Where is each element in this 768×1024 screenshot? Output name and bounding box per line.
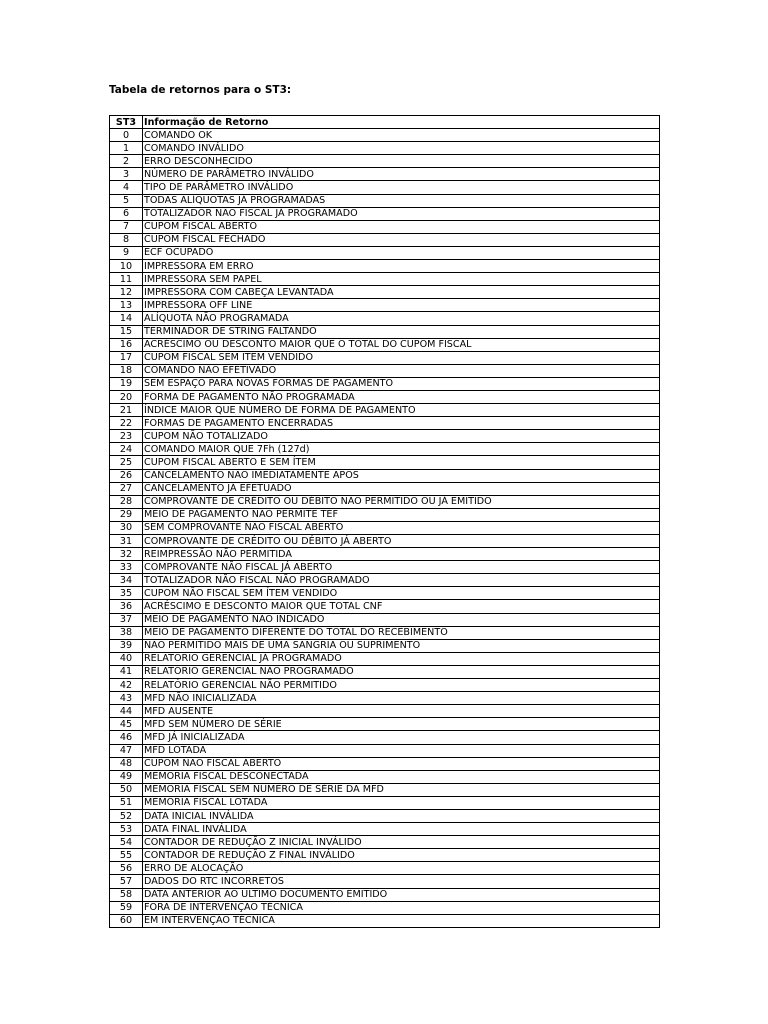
table-row bbox=[110, 731, 660, 744]
return-info-cell: MEIO DE PAGAMENTO DIFERENTE DO TOTAL DO RECEBIMENTO bbox=[143, 626, 660, 639]
st3-code-cell: 35 bbox=[110, 587, 143, 600]
st3-return-table bbox=[109, 115, 660, 928]
table-row bbox=[110, 770, 660, 783]
return-info-cell: CUPOM FISCAL ABERTO E SEM ÍTEM bbox=[143, 456, 660, 469]
return-info-cell: REIMPRESSÃO NÃO PERMITIDA bbox=[143, 548, 660, 561]
table-row bbox=[110, 443, 660, 456]
st3-code-cell: 53 bbox=[110, 823, 143, 836]
table-row bbox=[110, 757, 660, 770]
st3-code-cell: 4 bbox=[110, 181, 143, 194]
return-info-cell: RELATÓRIO GERENCIAL NÃO PERMITIDO bbox=[143, 679, 660, 692]
st3-code-cell: 56 bbox=[110, 862, 143, 875]
table-row bbox=[110, 312, 660, 325]
return-info-cell: TERMINADOR DE STRING FALTANDO bbox=[143, 325, 660, 338]
table-row bbox=[110, 155, 660, 168]
st3-code-cell: 55 bbox=[110, 849, 143, 862]
table-row bbox=[110, 299, 660, 312]
table-row bbox=[110, 417, 660, 430]
return-info-cell: COMANDO INVÁLIDO bbox=[143, 142, 660, 155]
table-row bbox=[110, 914, 660, 927]
table-row bbox=[110, 535, 660, 548]
st3-code-cell: 54 bbox=[110, 836, 143, 849]
table-row bbox=[110, 260, 660, 273]
st3-code-cell: 31 bbox=[110, 535, 143, 548]
st3-code-cell: 43 bbox=[110, 692, 143, 705]
st3-code-cell: 38 bbox=[110, 626, 143, 639]
return-info-cell: CUPOM NÃO FISCAL SEM ÍTEM VENDIDO bbox=[143, 587, 660, 600]
table-body bbox=[110, 129, 660, 928]
return-info-cell: SEM COMPROVANTE NÃO FISCAL ABERTO bbox=[143, 521, 660, 534]
st3-code-cell: 12 bbox=[110, 286, 143, 299]
return-info-cell: ALÍQUOTA NÃO PROGRAMADA bbox=[143, 312, 660, 325]
table-row bbox=[110, 273, 660, 286]
return-info-cell: IMPRESSORA COM CABEÇA LEVANTADA bbox=[143, 286, 660, 299]
table-row bbox=[110, 233, 660, 246]
st3-code-cell: 8 bbox=[110, 233, 143, 246]
st3-code-cell: 19 bbox=[110, 377, 143, 390]
table-row bbox=[110, 626, 660, 639]
st3-code-cell: 42 bbox=[110, 679, 143, 692]
table-row bbox=[110, 862, 660, 875]
header-informacao-de-retorno: Informação de Retorno bbox=[143, 116, 660, 129]
st3-code-cell: 23 bbox=[110, 430, 143, 443]
st3-code-cell: 17 bbox=[110, 351, 143, 364]
st3-code-cell: 18 bbox=[110, 364, 143, 377]
table-row bbox=[110, 482, 660, 495]
table-row bbox=[110, 783, 660, 796]
st3-code-cell: 49 bbox=[110, 770, 143, 783]
st3-code-cell: 14 bbox=[110, 312, 143, 325]
st3-code-cell: 15 bbox=[110, 325, 143, 338]
table-header-row bbox=[110, 116, 660, 129]
table-row bbox=[110, 521, 660, 534]
table-row bbox=[110, 129, 660, 142]
table-row bbox=[110, 351, 660, 364]
st3-code-cell: 37 bbox=[110, 613, 143, 626]
table-row bbox=[110, 836, 660, 849]
table-row bbox=[110, 194, 660, 207]
return-info-cell: CUPOM FISCAL ABERTO bbox=[143, 220, 660, 233]
table-row bbox=[110, 613, 660, 626]
table-row bbox=[110, 561, 660, 574]
return-info-cell: FORMAS DE PAGAMENTO ENCERRADAS bbox=[143, 417, 660, 430]
st3-code-cell: 32 bbox=[110, 548, 143, 561]
st3-code-cell: 6 bbox=[110, 207, 143, 220]
table-row bbox=[110, 390, 660, 403]
st3-code-cell: 57 bbox=[110, 875, 143, 888]
st3-code-cell: 33 bbox=[110, 561, 143, 574]
table-row bbox=[110, 796, 660, 809]
st3-code-cell: 40 bbox=[110, 652, 143, 665]
table-row bbox=[110, 665, 660, 678]
st3-code-cell: 25 bbox=[110, 456, 143, 469]
return-info-cell: MEIO DE PAGAMENTO NÃO PERMITE TEF bbox=[143, 508, 660, 521]
return-info-cell: CUPOM FISCAL FECHADO bbox=[143, 233, 660, 246]
return-info-cell: EM INTERVENÇÃO TÉCNICA bbox=[143, 914, 660, 927]
return-info-cell: MEMÓRIA FISCAL SEM NÚMERO DE SÉRIE DA MFD bbox=[143, 783, 660, 796]
header-st3: ST3 bbox=[110, 116, 143, 129]
table-row bbox=[110, 692, 660, 705]
return-info-cell: COMANDO OK bbox=[143, 129, 660, 142]
return-info-cell: TOTALIZADOR NÃO FISCAL NÃO PROGRAMADO bbox=[143, 574, 660, 587]
return-info-cell: MFD JÁ INICIALIZADA bbox=[143, 731, 660, 744]
st3-code-cell: 59 bbox=[110, 901, 143, 914]
table-row bbox=[110, 600, 660, 613]
return-info-cell: FORMA DE PAGAMENTO NÃO PROGRAMADA bbox=[143, 390, 660, 403]
st3-code-cell: 47 bbox=[110, 744, 143, 757]
st3-code-cell: 44 bbox=[110, 705, 143, 718]
table-row bbox=[110, 744, 660, 757]
return-info-cell: IMPRESSORA SEM PAPEL bbox=[143, 273, 660, 286]
st3-code-cell: 24 bbox=[110, 443, 143, 456]
table-row bbox=[110, 286, 660, 299]
st3-code-cell: 58 bbox=[110, 888, 143, 901]
return-info-cell: MEMÓRIA FISCAL DESCONECTADA bbox=[143, 770, 660, 783]
return-info-cell: TOTALIZADOR NÃO FISCAL JÁ PROGRAMADO bbox=[143, 207, 660, 220]
return-info-cell: COMPROVANTE DE CRÉDITO OU DÉBITO JÁ ABERTO bbox=[143, 535, 660, 548]
st3-code-cell: 30 bbox=[110, 521, 143, 534]
table-row bbox=[110, 639, 660, 652]
return-info-cell: FORA DE INTERVENÇÃO TÉCNICA bbox=[143, 901, 660, 914]
st3-code-cell: 22 bbox=[110, 417, 143, 430]
return-info-cell: COMANDO NÃO EFETIVADO bbox=[143, 364, 660, 377]
table-row bbox=[110, 246, 660, 259]
st3-code-cell: 10 bbox=[110, 260, 143, 273]
return-info-cell: CONTADOR DE REDUÇÃO Z INICIAL INVÁLIDO bbox=[143, 836, 660, 849]
st3-code-cell: 60 bbox=[110, 914, 143, 927]
st3-code-cell: 50 bbox=[110, 783, 143, 796]
st3-code-cell: 21 bbox=[110, 404, 143, 417]
st3-code-cell: 45 bbox=[110, 718, 143, 731]
return-info-cell: DADOS DO RTC INCORRETOS bbox=[143, 875, 660, 888]
st3-code-cell: 11 bbox=[110, 273, 143, 286]
return-info-cell: ÍNDICE MAIOR QUE NÚMERO DE FORMA DE PAGAMENTO bbox=[143, 404, 660, 417]
st3-code-cell: 27 bbox=[110, 482, 143, 495]
return-info-cell: DATA FINAL INVÁLIDA bbox=[143, 823, 660, 836]
table-row bbox=[110, 679, 660, 692]
table-row bbox=[110, 325, 660, 338]
return-info-cell: COMPROVANTE NÃO FISCAL JÁ ABERTO bbox=[143, 561, 660, 574]
return-info-cell: NÚMERO DE PARÂMETRO INVÁLIDO bbox=[143, 168, 660, 181]
st3-code-cell: 3 bbox=[110, 168, 143, 181]
return-info-cell: NÃO PERMITIDO MAIS DE UMA SANGRIA OU SUPRIMENTO bbox=[143, 639, 660, 652]
table-row bbox=[110, 508, 660, 521]
st3-code-cell: 51 bbox=[110, 796, 143, 809]
table-row bbox=[110, 718, 660, 731]
return-info-cell: CUPOM FISCAL SEM ITEM VENDIDO bbox=[143, 351, 660, 364]
return-info-cell: COMPROVANTE DE CRÉDITO OU DÉBITO NÃO PERMITIDO OU JÁ EMITIDO bbox=[143, 495, 660, 508]
st3-code-cell: 16 bbox=[110, 338, 143, 351]
return-info-cell: ERRO DESCONHECIDO bbox=[143, 155, 660, 168]
st3-code-cell: 29 bbox=[110, 508, 143, 521]
return-info-cell: RELATÓRIO GERENCIAL JÁ PROGRAMADO bbox=[143, 652, 660, 665]
table-row bbox=[110, 207, 660, 220]
st3-code-cell: 5 bbox=[110, 194, 143, 207]
return-info-cell: CONTADOR DE REDUÇÃO Z FINAL INVÁLIDO bbox=[143, 849, 660, 862]
table-row bbox=[110, 142, 660, 155]
table-row bbox=[110, 364, 660, 377]
return-info-cell: MFD SEM NÚMERO DE SÉRIE bbox=[143, 718, 660, 731]
table-row bbox=[110, 469, 660, 482]
st3-code-cell: 41 bbox=[110, 665, 143, 678]
return-info-cell: MEMÓRIA FISCAL LOTADA bbox=[143, 796, 660, 809]
st3-code-cell: 39 bbox=[110, 639, 143, 652]
st3-code-cell: 2 bbox=[110, 155, 143, 168]
return-info-cell: CUPOM NÃO TOTALIZADO bbox=[143, 430, 660, 443]
return-info-cell: CANCELAMENTO NÃO IMEDIATAMENTE APÓS bbox=[143, 469, 660, 482]
return-info-cell: DATA INICIAL INVÁLIDA bbox=[143, 809, 660, 822]
table-row bbox=[110, 809, 660, 822]
return-info-cell: CANCELAMENTO JÁ EFETUADO bbox=[143, 482, 660, 495]
st3-code-cell: 46 bbox=[110, 731, 143, 744]
table-row bbox=[110, 849, 660, 862]
st3-code-cell: 26 bbox=[110, 469, 143, 482]
return-info-cell: TODAS ALÍQUOTAS JÁ PROGRAMADAS bbox=[143, 194, 660, 207]
st3-code-cell: 1 bbox=[110, 142, 143, 155]
table-row bbox=[110, 430, 660, 443]
table-row bbox=[110, 181, 660, 194]
page-title: Tabela de retornos para o ST3: bbox=[109, 84, 292, 96]
table-row bbox=[110, 901, 660, 914]
table-row bbox=[110, 875, 660, 888]
table-row bbox=[110, 823, 660, 836]
st3-code-cell: 52 bbox=[110, 809, 143, 822]
st3-code-cell: 9 bbox=[110, 246, 143, 259]
return-info-cell: ECF OCUPADO bbox=[143, 246, 660, 259]
st3-code-cell: 28 bbox=[110, 495, 143, 508]
return-info-cell: DATA ANTERIOR AO ÚLTIMO DOCUMENTO EMITIDO bbox=[143, 888, 660, 901]
return-info-cell: IMPRESSORA EM ERRO bbox=[143, 260, 660, 273]
table-row bbox=[110, 168, 660, 181]
table-row bbox=[110, 548, 660, 561]
return-info-cell: COMANDO MAIOR QUE 7Fh (127d) bbox=[143, 443, 660, 456]
return-info-cell: ERRO DE ALOCAÇÃO bbox=[143, 862, 660, 875]
table-row bbox=[110, 574, 660, 587]
st3-code-cell: 13 bbox=[110, 299, 143, 312]
return-info-cell: MFD LOTADA bbox=[143, 744, 660, 757]
st3-code-cell: 36 bbox=[110, 600, 143, 613]
st3-code-cell: 7 bbox=[110, 220, 143, 233]
st3-code-cell: 48 bbox=[110, 757, 143, 770]
table-row bbox=[110, 377, 660, 390]
return-info-cell: ACRÉSCIMO OU DESCONTO MAIOR QUE O TOTAL DO CUPOM FISCAL bbox=[143, 338, 660, 351]
return-info-cell: IMPRESSORA OFF LINE bbox=[143, 299, 660, 312]
return-info-cell: SEM ESPAÇO PARA NOVAS FORMAS DE PAGAMENTO bbox=[143, 377, 660, 390]
table-row bbox=[110, 705, 660, 718]
table-row bbox=[110, 404, 660, 417]
st3-code-cell: 0 bbox=[110, 129, 143, 142]
return-info-cell: MFD NÃO INICIALIZADA bbox=[143, 692, 660, 705]
return-info-cell: MFD AUSENTE bbox=[143, 705, 660, 718]
return-info-cell: CUPOM NÃO FISCAL ABERTO bbox=[143, 757, 660, 770]
table-row bbox=[110, 495, 660, 508]
table-row bbox=[110, 456, 660, 469]
return-info-cell: TIPO DE PARÂMETRO INVÁLIDO bbox=[143, 181, 660, 194]
table-row bbox=[110, 888, 660, 901]
table-row bbox=[110, 652, 660, 665]
st3-code-cell: 34 bbox=[110, 574, 143, 587]
st3-code-cell: 20 bbox=[110, 390, 143, 403]
return-info-cell: MEIO DE PAGAMENTO NÃO INDICADO bbox=[143, 613, 660, 626]
return-info-cell: ACRÉSCIMO E DESCONTO MAIOR QUE TOTAL CNF bbox=[143, 600, 660, 613]
table-row bbox=[110, 587, 660, 600]
table-row bbox=[110, 220, 660, 233]
return-info-cell: RELATÓRIO GERENCIAL NÃO PROGRAMADO bbox=[143, 665, 660, 678]
table-row bbox=[110, 338, 660, 351]
